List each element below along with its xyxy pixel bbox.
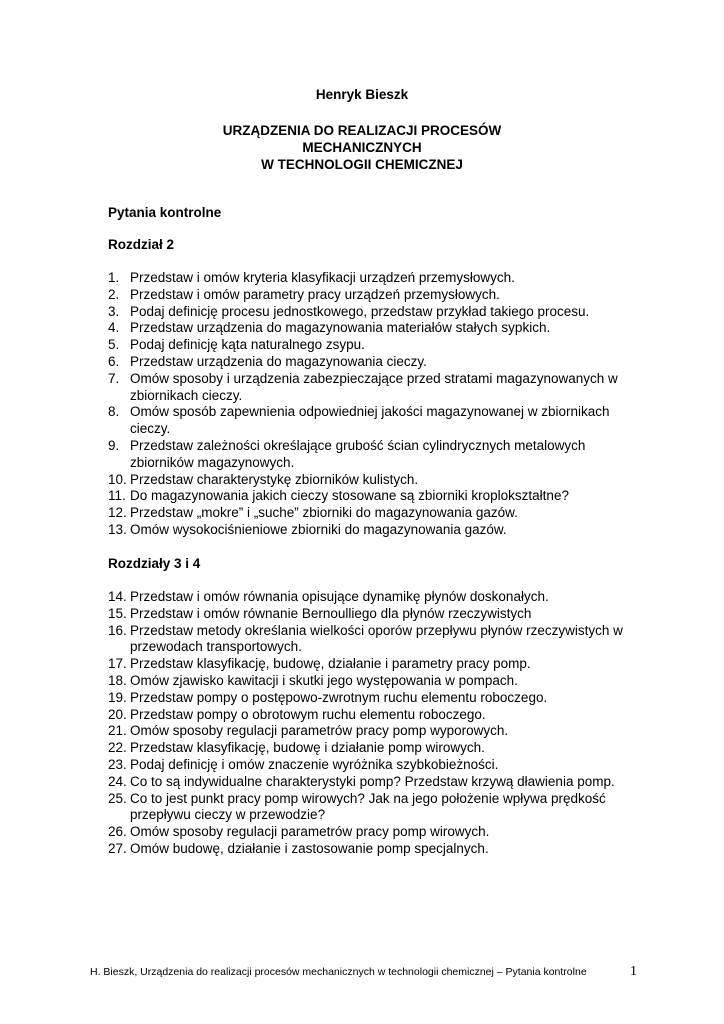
question-number: 15. <box>108 605 127 621</box>
question-text: Podaj definicję procesu jednostkowego, przedstaw przykład takiego procesu. <box>130 303 590 319</box>
question-number: 22. <box>108 740 127 756</box>
question-list <box>108 589 648 858</box>
question-list <box>108 270 648 539</box>
title-line: MECHANICZNYCH <box>302 140 422 155</box>
question-item <box>108 337 648 354</box>
question-item <box>108 488 648 505</box>
question-text: Przedstaw i omów parametry pracy urządzeń przemysłowych. <box>130 286 500 302</box>
question-text: Przedstaw pompy o postępowo-zwrotnym ruchu elementu roboczego. <box>130 689 548 705</box>
question-item <box>108 304 648 321</box>
question-item <box>108 723 648 740</box>
question-item <box>108 371 648 405</box>
question-text: Omów sposoby i urządzenia zabezpieczające przed stratami magazynowanych w zbiornikach cieczy. <box>130 370 618 403</box>
question-item <box>108 824 648 841</box>
question-text: Omów zjawisko kawitacji i skutki jego występowania w pompach. <box>130 672 518 688</box>
question-text: Przedstaw urządzenia do magazynowania cieczy. <box>130 353 427 369</box>
question-text: Przedstaw charakterystykę zbiorników kulistych. <box>130 471 419 487</box>
question-item <box>108 707 648 724</box>
question-item <box>108 673 648 690</box>
question-item <box>108 589 648 606</box>
question-item <box>108 505 648 522</box>
question-number: 16. <box>108 622 127 638</box>
chapter-heading: Rozdziały 3 i 4 <box>108 556 201 571</box>
question-number: 1. <box>108 270 120 285</box>
chapter-heading: Rozdział 2 <box>108 237 175 252</box>
question-number: 4. <box>108 320 120 336</box>
question-text: Omów sposoby regulacji parametrów pracy pomp wyporowych. <box>130 723 509 739</box>
question-text: Co to jest punkt pracy pomp wirowych? Jak na jego położenie wpływa prędkość przepływu cieczy w przewodzie? <box>130 790 606 823</box>
question-text: Omów sposób zapewnienia odpowiedniej jakości magazynowanej w zbiornikach cieczy. <box>130 404 610 437</box>
question-text: Przedstaw metody określania wielkości oporów przepływu płynów rzeczywistych w przewodach transportowych. <box>130 622 623 655</box>
question-item <box>108 757 648 774</box>
question-text: Do magazynowania jakich cieczy stosowane są zbiorniki kroplokształtne? <box>130 488 569 504</box>
question-item <box>108 774 648 791</box>
question-item <box>108 606 648 623</box>
question-number: 3. <box>108 303 120 319</box>
page-number: 1 <box>630 964 637 979</box>
question-text: Co to są indywidualne charakterystyki pomp? Przedstaw krzywą dławienia pomp. <box>130 773 615 789</box>
title-line: URZĄDZENIA DO REALIZACJI PROCESÓW <box>222 123 502 138</box>
question-number: 23. <box>108 756 127 772</box>
question-number: 25. <box>108 790 127 806</box>
question-number: 6. <box>108 353 120 369</box>
question-item <box>108 623 648 657</box>
question-number: 13. <box>108 521 127 537</box>
document-title <box>0 122 724 173</box>
question-text: Podaj definicję kąta naturalnego zsypu. <box>130 337 365 353</box>
question-number: 2. <box>108 286 120 302</box>
question-number: 24. <box>108 773 127 789</box>
question-number: 27. <box>108 840 127 856</box>
question-text: Przedstaw klasyfikację, budowę, działanie i parametry pracy pomp. <box>130 656 531 672</box>
question-text: Omów budowę, działanie i zastosowanie pomp specjalnych. <box>130 840 489 856</box>
question-number: 7. <box>108 370 120 386</box>
question-number: 18. <box>108 672 127 688</box>
question-text: Podaj definicję i omów znaczenie wyróżnika szybkobieżności. <box>130 756 499 772</box>
question-item <box>108 354 648 371</box>
question-item <box>108 841 648 858</box>
question-text: Przedstaw klasyfikację, budowę i działanie pomp wirowych. <box>130 740 485 756</box>
question-number: 12. <box>108 505 127 521</box>
question-text: Przedstaw i omów równania opisujące dynamikę płynów doskonałych. <box>130 589 549 604</box>
question-number: 9. <box>108 437 120 453</box>
question-item <box>108 522 648 539</box>
question-text: Przedstaw i omów równanie Bernoulliego dla płynów rzeczywistych <box>130 605 532 621</box>
author: Henryk Bieszk <box>315 87 409 102</box>
question-number: 10. <box>108 471 127 487</box>
question-text: Omów sposoby regulacji parametrów pracy pomp wirowych. <box>130 824 490 840</box>
question-item <box>108 656 648 673</box>
question-number: 11. <box>108 488 126 504</box>
section-title: Pytania kontrolne <box>108 205 222 220</box>
question-number: 14. <box>108 589 127 604</box>
question-text: Przedstaw urządzenia do magazynowania materiałów stałych sypkich. <box>130 320 551 336</box>
question-item <box>108 740 648 757</box>
question-text: Omów wysokociśnieniowe zbiorniki do magazynowania gazów. <box>130 521 507 537</box>
question-number: 21. <box>108 723 127 739</box>
question-item <box>108 791 648 825</box>
question-number: 5. <box>108 337 120 353</box>
title-line: W TECHNOLOGII CHEMICZNEJ <box>261 157 463 172</box>
question-number: 20. <box>108 706 127 722</box>
question-text: Przedstaw „mokre” i „suche” zbiorniki do magazynowania gazów. <box>130 505 518 521</box>
question-number: 19. <box>108 689 127 705</box>
question-text: Przedstaw pompy o obrotowym ruchu elementu roboczego. <box>130 706 486 722</box>
question-item <box>108 438 648 472</box>
question-item <box>108 287 648 304</box>
page-footer: H. Bieszk, Urządzenia do realizacji procesów mechanicznych w technologii chemicznej – Pytania kontrolne <box>90 966 587 978</box>
question-item <box>108 404 648 438</box>
question-number: 8. <box>108 404 120 420</box>
question-number: 26. <box>108 824 127 840</box>
question-text: Przedstaw i omów kryteria klasyfikacji urządzeń przemysłowych. <box>130 270 515 285</box>
question-item <box>108 320 648 337</box>
question-number: 17. <box>108 656 127 672</box>
question-item <box>108 690 648 707</box>
question-item <box>108 472 648 489</box>
question-item <box>108 270 648 287</box>
question-text: Przedstaw zależności określające grubość ścian cylindrycznych metalowych zbiorników magazynowych. <box>130 437 586 470</box>
